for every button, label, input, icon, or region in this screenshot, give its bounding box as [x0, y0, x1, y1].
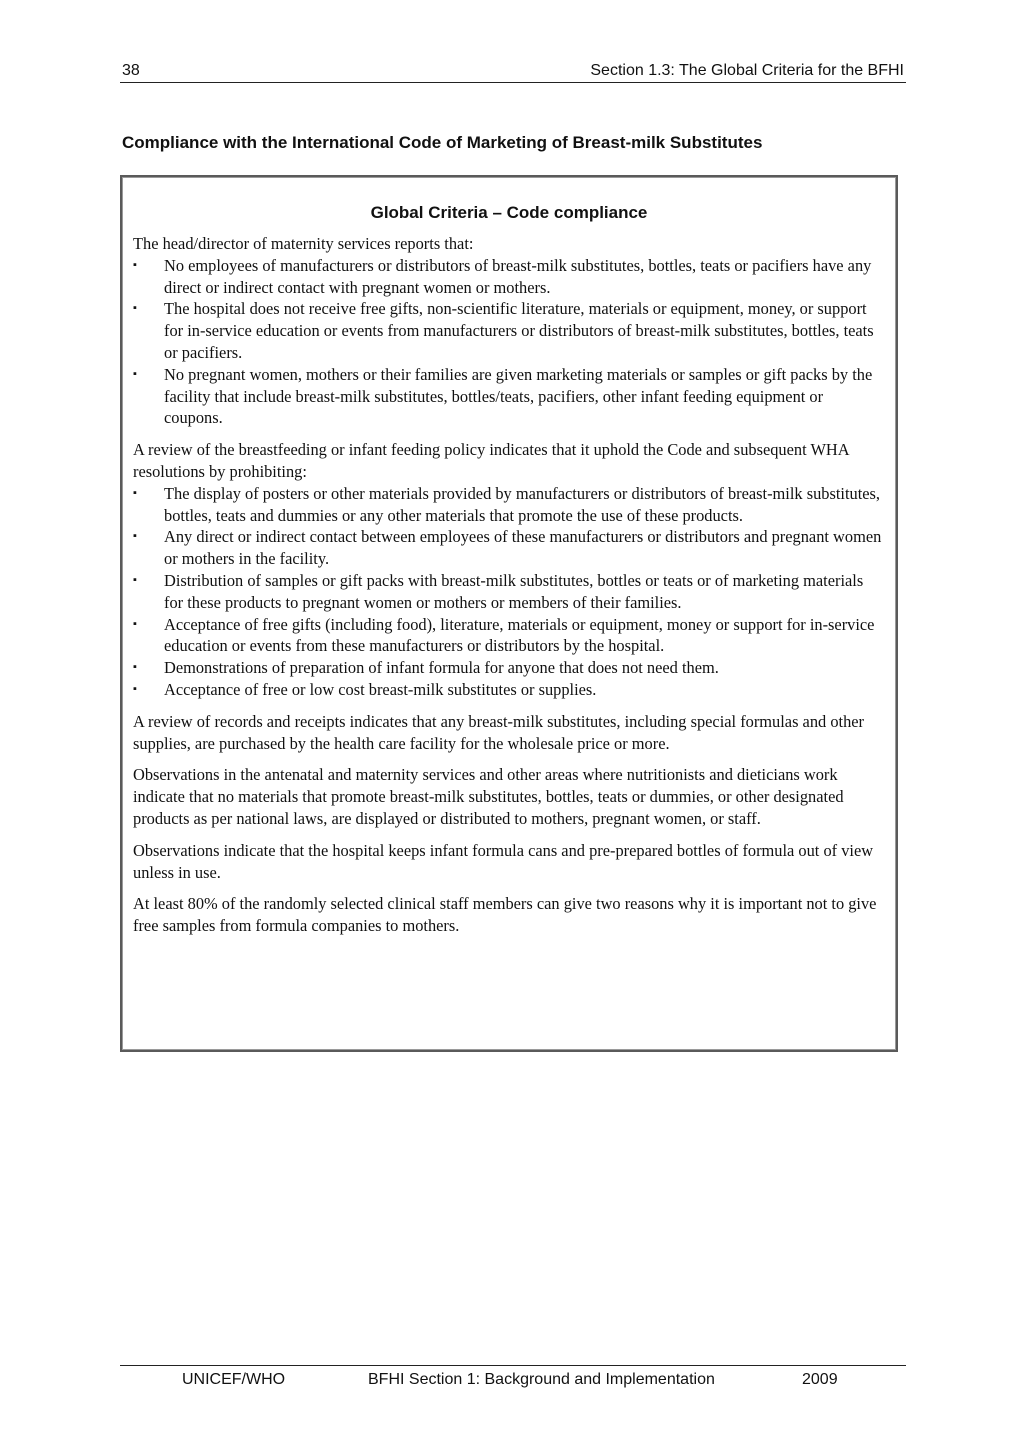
bullet-icon: ▪ — [133, 302, 137, 315]
list-item — [133, 364, 883, 429]
bullet-icon: ▪ — [133, 530, 137, 543]
bullet-icon: ▪ — [133, 682, 137, 695]
bullet-icon: ▪ — [133, 661, 137, 674]
box-body — [133, 233, 883, 937]
list-item — [133, 679, 883, 701]
staff-knowledge-paragraph: At least 80% of the randomly selected clinical staff members can give two reasons why it is important not to give free samples from formula companies to mothers. — [133, 894, 877, 936]
list-item-text: The hospital does not receive free gifts, non-scientific literature, materials or equipment, money, or support for in-service education or events from manufacturers or distributors of breast-milk substitutes, bottles, teats or pacifiers. — [164, 299, 874, 362]
list-item — [133, 255, 883, 299]
list-item-text: Acceptance of free gifts (including food), literature, materials or equipment, money or support for in-service education or events from these manufacturers or distributors by the hospital. — [164, 614, 875, 656]
bullet-icon: ▪ — [133, 617, 137, 630]
list-item-text: Any direct or indirect contact between employees of these manufacturers or distributors and pregnant women or mothers in the facility. — [164, 527, 882, 569]
bullet-icon: ▪ — [133, 486, 137, 499]
records-review-paragraph: A review of records and receipts indicates that any breast-milk substitutes, including special formulas and other supplies, are purchased by the health care facility for the wholesale price or more. — [133, 711, 864, 753]
global-criteria-box — [120, 175, 898, 1052]
list-item-text: Distribution of samples or gift packs with breast-milk substitutes, bottles or teats or of marketing materials for these products to pregnant women or mothers or members of their families. — [164, 570, 864, 612]
footer-org: UNICEF/WHO — [182, 1371, 286, 1388]
section-heading: Compliance with the International Code of Marketing of Breast-milk Substitutes — [122, 133, 763, 152]
list-item-text: The display of posters or other materials provided by manufacturers or distributors of breast-milk substitutes, bottles, teats and dummies or any other materials that promote the use of these products. — [164, 483, 881, 525]
page-header — [120, 60, 906, 83]
list-item-text: No employees of manufacturers or distributors of breast-milk substitutes, bottles, teats or pacifiers have any direct or indirect contact with pregnant women or mothers. — [164, 255, 872, 297]
list-item — [133, 526, 883, 570]
bullet-icon: ▪ — [133, 367, 137, 380]
list-item-text: No pregnant women, mothers or their families are given marketing materials or samples or gift packs by the facility that include breast-milk substitutes, bottles/teats, pacifiers, other infant feeding equipment or coupons. — [164, 364, 873, 428]
list-item-text: Demonstrations of preparation of infant formula for anyone that does not need them. — [164, 658, 719, 678]
intro-head-director: The head/director of maternity services reports that: — [133, 234, 474, 253]
bullet-icon: ▪ — [133, 258, 137, 271]
policy-prohibitions-list — [133, 483, 883, 701]
list-item — [133, 657, 883, 679]
list-item — [133, 614, 883, 658]
head-director-report-list — [133, 255, 883, 429]
page-footer — [120, 1365, 906, 1396]
intro-policy-review: A review of the breastfeeding or infant feeding policy indicates that it uphold the Code and subsequent WHA resolutions by prohibiting: — [133, 440, 849, 481]
observations-paragraph: Observations in the antenatal and maternity services and other areas where nutritionists and dieticians work indicate that no materials that promote breast-milk substitutes, bottles, teats or dummies, or other designated products as per national laws, are displayed or distributed to mothers, pregnant women, or staff. — [133, 765, 844, 828]
list-item — [133, 483, 883, 527]
list-item — [133, 298, 883, 363]
page-number: 38 — [122, 62, 140, 79]
running-title: Section 1.3: The Global Criteria for the BFHI — [590, 62, 904, 79]
list-item — [133, 570, 883, 614]
box-title: Global Criteria – Code compliance — [370, 203, 648, 222]
list-item-text: Acceptance of free or low cost breast-milk substitutes or supplies. — [164, 679, 597, 699]
bullet-icon: ▪ — [133, 573, 137, 586]
formula-storage-paragraph: Observations indicate that the hospital keeps infant formula cans and pre-prepared bottles of formula out of view unless in use. — [133, 840, 874, 882]
footer-document-title: BFHI Section 1: Background and Implementation — [368, 1371, 715, 1388]
footer-year: 2009 — [802, 1371, 838, 1388]
